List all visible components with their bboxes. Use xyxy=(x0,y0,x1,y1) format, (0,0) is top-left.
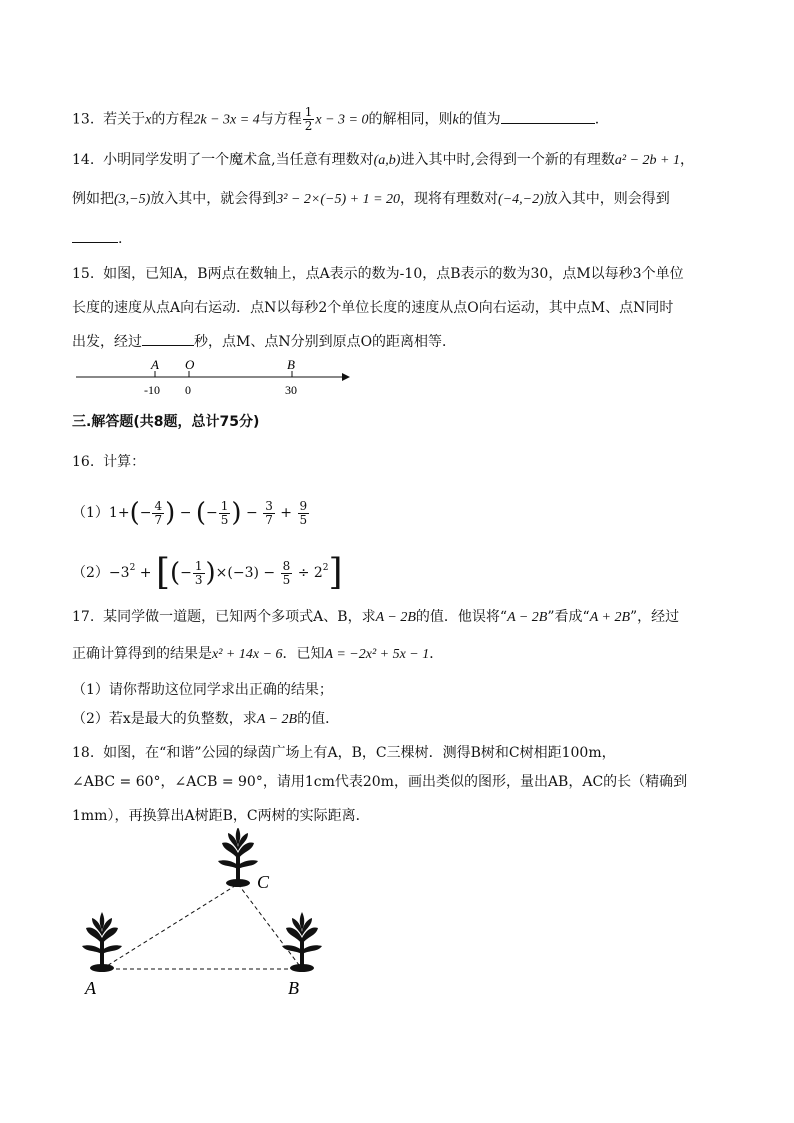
q13-text: 与方程 xyxy=(259,111,302,128)
magic-expression: a² − 2b + 1 xyxy=(614,153,680,168)
q14-text: 放入其中，就会得到 xyxy=(150,191,277,207)
exponent: 2 xyxy=(322,563,329,573)
q15-text: 长度的速度从点A向右运动．点N以每秒2个单位长度的速度从点O向右运动，其中点M、点N同时 xyxy=(72,300,674,316)
q14-text: ， xyxy=(680,152,694,168)
q17-sub2: 的值． xyxy=(297,711,340,727)
q18-text: 1mm），再换算出A树距B，C两树的实际距离． xyxy=(72,808,370,824)
equation-2: x − 3 = 0 xyxy=(315,112,369,128)
question-16-part-2: $(2)-3^2$ + [(− $\frac{1}{3}$ )×(−3) − $\frac{8}{5}$ ÷ $2^2$] xyxy=(72,552,343,593)
q15-text: 出发，经过 xyxy=(72,334,142,350)
q15-text: 秒，点M、点N分别到原点O的距离相等． xyxy=(194,334,457,350)
q15-text: 如图，已知A，B两点在数轴上，点A表示的数为-10，点B表示的数为30，点M以每秒3个单位 xyxy=(103,266,684,282)
expr: A − 2B xyxy=(507,610,548,625)
fraction xyxy=(263,500,275,527)
q18-text: ∠ABC = 60°，∠ACB = 90°，请用1cm代表20m，画出类似的图形，量出AB，AC的长（精确到 xyxy=(72,774,688,790)
question-13 xyxy=(72,106,599,133)
var-x: x xyxy=(145,112,152,128)
arrow-head-icon xyxy=(342,373,350,381)
frac-num: 1 xyxy=(304,105,313,119)
question-17-line-1 xyxy=(72,607,679,628)
question-17-line-2 xyxy=(72,644,443,665)
q17-sub2: （2）若x是最大的负整数，求 xyxy=(72,711,257,727)
q14-text: 小明同学发明了一个魔术盒,当任意有理数对 xyxy=(103,152,374,168)
fraction xyxy=(298,500,310,527)
frac-den: 3 xyxy=(194,572,203,587)
p2-div: ÷ 2 xyxy=(297,565,323,581)
question-14-line-3 xyxy=(72,228,122,249)
q13-text: 的方程 xyxy=(151,111,194,128)
frac-den: 2 xyxy=(304,119,313,133)
expr: A + 2B xyxy=(589,610,631,625)
tree-C-icon xyxy=(218,828,258,887)
point-B-label: B xyxy=(287,357,295,372)
q14-end: . xyxy=(118,231,123,247)
label-A: A xyxy=(85,978,96,998)
p2-lead: −3 xyxy=(108,565,130,581)
frac-num: 3 xyxy=(265,498,273,513)
pair-example: (3,−5) xyxy=(114,192,151,207)
question-17-sub-2 xyxy=(72,709,339,730)
question-number: 16. xyxy=(72,454,95,470)
tree-B-icon xyxy=(282,912,322,972)
question-number: 14. xyxy=(72,152,95,168)
segment-BC xyxy=(238,884,302,969)
q14-text: ，现将有理数对 xyxy=(400,191,499,207)
question-number: 13. xyxy=(72,111,95,128)
point-B-value: 30 xyxy=(285,383,297,397)
var-k: k xyxy=(452,112,459,128)
fraction-half xyxy=(303,106,315,133)
equation-1: 2k − 3x = 4 xyxy=(193,112,260,128)
question-number: 15. xyxy=(72,266,95,282)
question-18-line-2 xyxy=(72,772,687,792)
part-label: （1） xyxy=(72,505,109,521)
tree-A-icon xyxy=(82,912,122,972)
q13-text: 的解相同，则 xyxy=(368,111,453,128)
q14-text: 进入其中时,会得到一个新的有理数 xyxy=(400,152,615,168)
q13-text: 若关于 xyxy=(103,111,146,128)
frac-den: 7 xyxy=(154,512,163,527)
point-O-label: O xyxy=(185,357,195,372)
q17-text: ． xyxy=(429,646,444,662)
part-label: （2） xyxy=(72,565,109,581)
label-C: C xyxy=(257,872,270,892)
fraction xyxy=(152,500,164,527)
expr: A − 2B xyxy=(375,610,416,625)
question-17-sub-1 xyxy=(72,680,333,700)
frac-num: 8 xyxy=(282,558,291,573)
point-A-value: -10 xyxy=(144,383,160,397)
p1-lead: 1+ xyxy=(108,505,130,521)
q17-text: ．已知 xyxy=(282,646,325,662)
tree-triangle-figure xyxy=(70,828,340,1008)
q14-text: 放入其中，则会得到 xyxy=(543,191,670,207)
question-15-line-1 xyxy=(72,264,684,284)
q17-text: 正确计算得到的结果是 xyxy=(72,646,212,662)
frac-num: 1 xyxy=(194,558,203,573)
point-O-value: 0 xyxy=(185,383,191,397)
point-A-label: A xyxy=(151,357,159,372)
answer-blank xyxy=(72,228,118,243)
question-number: 18. xyxy=(72,745,95,761)
expr: A − 2B xyxy=(256,712,298,727)
q13-end: . xyxy=(594,111,600,128)
example-calc: 3² − 2×(−5) + 1 = 20 xyxy=(276,192,401,207)
frac-num: 1 xyxy=(220,498,229,513)
segment-AC xyxy=(102,884,238,969)
question-number: 17. xyxy=(72,609,95,625)
q14-text: 例如把 xyxy=(72,191,114,207)
frac-den: 5 xyxy=(282,572,291,587)
label-B: B xyxy=(288,978,299,998)
q13-text: 的值为 xyxy=(458,111,501,128)
q17-text: ”，经过 xyxy=(630,609,680,625)
section-3-heading: 三.解答题(共8题，总计75分) xyxy=(72,414,260,430)
question-15-line-3 xyxy=(72,331,456,352)
frac-den: 5 xyxy=(299,512,308,527)
expr: x² + 14x − 6 xyxy=(212,647,283,662)
question-15-line-2 xyxy=(72,298,673,318)
exponent: 2 xyxy=(129,563,136,573)
question-14-line-1 xyxy=(72,150,694,171)
fraction xyxy=(219,500,231,527)
frac-den: 7 xyxy=(265,512,273,527)
q17-sub1: （1）请你帮助这位同学求出正确的结果； xyxy=(72,682,333,698)
p2-mid: ×(−3) − xyxy=(215,565,276,581)
question-16-part-1: （1）1+(− $\frac{4}{7}$ ) − (− $\frac{1}{5}$ ) − $\frac{3}{7}$ + $\frac{9}{5}$ xyxy=(72,498,308,528)
question-14-line-2 xyxy=(72,189,670,210)
question-18-line-3 xyxy=(72,806,370,826)
q17-text: ”看成“ xyxy=(547,609,590,625)
q18-text: 如图，在“和谐”公园的绿茵广场上有A，B，C三棵树．测得B树和C树相距100m， xyxy=(103,745,616,761)
question-16-title xyxy=(72,452,145,472)
answer-blank xyxy=(501,109,595,124)
frac-den: 5 xyxy=(220,512,229,527)
expr: A = −2x² + 5x − 1 xyxy=(324,647,430,662)
fraction xyxy=(193,560,205,587)
frac-num: 4 xyxy=(154,498,163,513)
q17-text: 的值．他误将“ xyxy=(415,609,508,625)
question-18-line-1 xyxy=(72,743,616,763)
fraction xyxy=(281,560,293,587)
pair-ab: (a,b) xyxy=(373,153,401,168)
number-line-figure xyxy=(72,356,362,400)
pair-question: (−4,−2) xyxy=(498,192,544,207)
q16-title-text: 计算： xyxy=(103,454,146,470)
answer-blank xyxy=(142,331,194,346)
frac-num: 9 xyxy=(299,498,308,513)
q17-text: 某同学做一道题，已知两个多项式A、B，求 xyxy=(103,609,376,625)
